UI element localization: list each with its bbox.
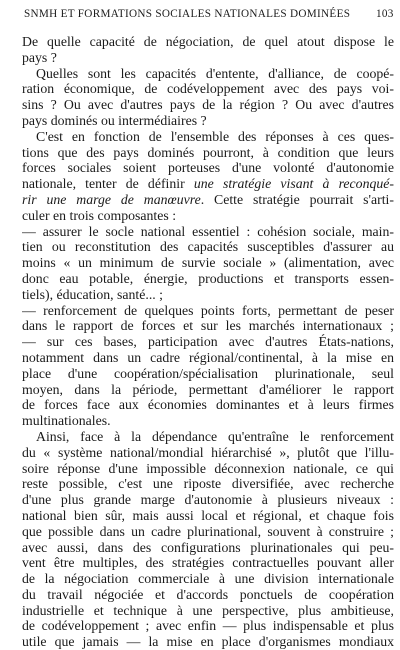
text-line [22,318,394,334]
text-line [22,429,394,445]
line-text: tien ou reconstitution des capacités susceptibles d'assurer au [22,239,394,255]
line-text: nationale, tenter de définir [22,176,194,192]
line-text: ration économique, de codéveloppement avec des pays voi- [22,81,394,97]
text-line [22,445,394,461]
line-text: que possible dans un cadre plurinational, souvent à construire ; [22,523,394,539]
line-text: — sur ces bases, participation avec d'autres États-nations, [22,334,394,350]
text-line [22,618,394,634]
line-text: culer en trois composantes : [22,207,177,223]
line-text: tiels), éducation, santé... ; [22,286,163,302]
text-line [22,555,394,571]
line-text: pays dominés ou intermédiaires ? [22,112,207,128]
line-text: — renforcement de quelques points forts, permettant de peser [22,302,394,318]
line-text: tions que des pays dominés pourront, à condition que leurs [22,144,394,160]
line-text: utile que jamais — la mise en place d'organismes mondiaux [22,634,394,650]
text-line [22,287,394,303]
line-text: moins « un minimum de survie sociale » (alimentation, avec [22,255,394,271]
text-line [22,160,394,176]
line-text: pays ? [22,49,57,65]
text-line [22,634,394,650]
text-line [22,192,394,208]
text-line [22,50,394,66]
line-text: forces sociales soient porteuses d'une volonté d'autonomie [22,160,394,176]
text-line [22,176,394,192]
line-text: place d'une coopération/spécialisation plurinationale, seul [22,365,394,381]
line-text: avec aussi, dans des configurations plurinationales qui peu- [22,539,394,555]
text-line [22,145,394,161]
text-line [22,397,394,413]
text-line [22,334,394,350]
italic-phrase: une stratégie visant à reconqué- [193,176,394,192]
line-text: C'est en fonction de l'ensemble des réponses à ces ques- [36,128,394,144]
running-head: SNMH ET FORMATIONS SOCIALES NATIONALES DOMINÉES [24,8,351,20]
text-line [22,571,394,587]
line-text: de forces face aux économies dominantes et à leurs firmes [22,397,394,413]
text-line [22,476,394,492]
body-text [22,34,394,650]
text-line [22,587,394,603]
text-line [22,34,394,50]
text-line [22,461,394,477]
text-line [22,97,394,113]
line-text: notamment dans un cadre régional/continental, à la mise en [22,349,394,365]
text-line [22,303,394,319]
text-line [22,492,394,508]
line-text: — assurer le socle national essentiel : cohésion sociale, main- [22,223,394,239]
text-line [22,129,394,145]
text-line [22,382,394,398]
line-text: de la négociation commerciale à une division internationale [22,571,394,587]
text-line [22,540,394,556]
text-line [22,271,394,287]
line-text: . Cette stratégie pourrait s'arti- [200,191,394,207]
text-line [22,255,394,271]
text-line [22,524,394,540]
line-text: dans le rapport de forces et sur les marchés internationaux ; [22,318,394,334]
text-line [22,603,394,619]
text-line [22,350,394,366]
text-line [22,113,394,129]
line-text: moyen, dans la période, permettant d'améliorer le rapport [22,381,394,397]
page-number: 103 [376,8,394,20]
text-line [22,224,394,240]
line-text: industrielle et technique à une perspective, plus ambitieuse, [22,602,394,618]
text-line [22,366,394,382]
line-text: Quelles sont les capacités d'entente, d'alliance, de coopé- [36,65,394,81]
text-line [22,81,394,97]
text-line [22,508,394,524]
text-line [22,239,394,255]
line-text: reste possible, c'est une riposte diversifiée, avec recherche [22,476,394,492]
text-line [22,208,394,224]
line-text: du travail négociée et d'accords ponctuels de coopération [22,586,394,602]
text-line [22,66,394,82]
line-text: du « système national/mondial hiérarchisé », plutôt que l'illu- [22,444,394,460]
line-text: sins ? Ou avec d'autres pays de la région ? Ou avec d'autres [22,97,394,113]
line-text: De quelle capacité de négociation, de quel atout dispose le [22,34,394,49]
line-text: national bien sûr, mais aussi local et régional, et chaque fois [22,507,394,523]
line-text: soire réponse d'une impossible déconnexion nationale, ce qui [22,460,394,476]
line-text: multinationales. [22,413,111,429]
text-line [22,413,394,429]
line-text: de codéveloppement ; avec enfin — plus indispensable et plus [22,618,394,634]
italic-phrase: rir une marge de manœuvre [22,191,201,207]
line-text: donc eau potable, énergie, productions et transports essen- [22,270,394,286]
line-text: d'une plus grande marge d'autonomie à plusieurs niveaux : [22,492,394,508]
page-header [0,8,400,26]
line-text: vent être multiples, des stratégies contractuelles pouvant aller [22,555,394,571]
line-text: Ainsi, face à la dépendance qu'entraîne le renforcement [36,428,394,444]
